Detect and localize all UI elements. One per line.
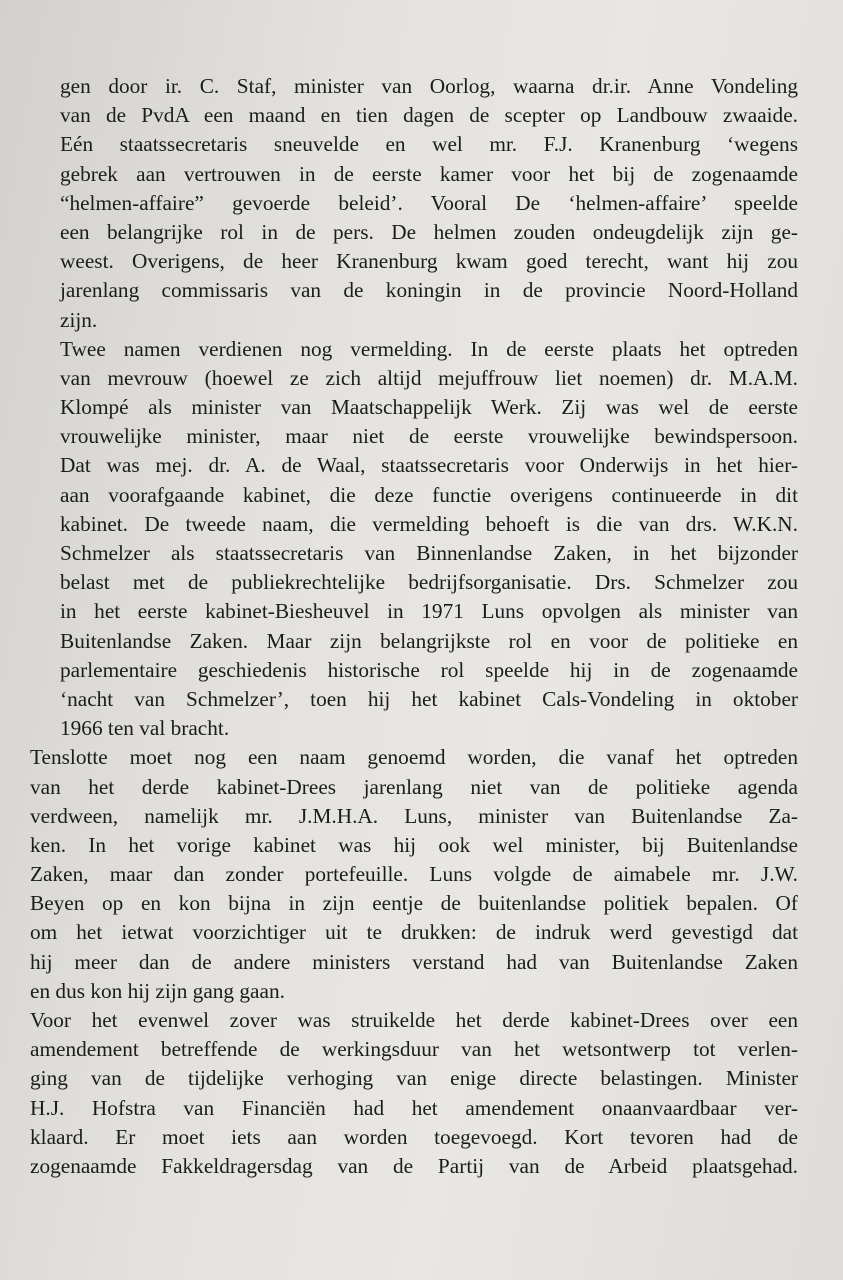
text-line: hij meer dan de andere ministers verstand had van Buitenlandse Zaken — [30, 949, 798, 974]
text-line: vrouwelijke minister, maar niet de eerste vrouwelijke bewindspersoon. — [60, 424, 798, 449]
text-line: parlementaire geschiedenis historische rol speelde hij in de zogenaamde — [60, 657, 798, 682]
text-line: gebrek aan vertrouwen in de eerste kamer voor het bij de zogenaamde — [60, 161, 798, 186]
text-line: aan voorafgaande kabinet, die deze functie overigens continueerde in dit — [60, 482, 798, 507]
text-line: Klompé als minister van Maatschappelijk Werk. Zij was wel de eerste — [60, 395, 798, 420]
text-line: kabinet. De tweede naam, die vermelding behoeft is die van drs. W.K.N. — [60, 511, 798, 536]
text-line: ‘nacht van Schmelzer’, toen hij het kabinet Cals-Vondeling in oktober — [60, 686, 798, 711]
text-line: zogenaamde Fakkeldragersdag van de Partij van de Arbeid plaatsgehad. — [30, 1153, 798, 1178]
text-line: “helmen-affaire” gevoerde beleid’. Vooral De ‘helmen-affaire’ speelde — [60, 190, 798, 215]
text-line: een belangrijke rol in de pers. De helmen zouden ondeugdelijk zijn ge- — [60, 219, 798, 244]
text-line: Schmelzer als staatssecretaris van Binnenlandse Zaken, in het bijzonder — [60, 541, 798, 565]
text-line: Dat was mej. dr. A. de Waal, staatssecretaris voor Onderwijs in het hier- — [60, 453, 798, 478]
text-line: en dus kon hij zijn gang gaan. — [30, 978, 285, 1003]
text-line: Buitenlandse Zaken. Maar zijn belangrijkste rol en voor de politieke en — [60, 628, 798, 653]
text-line: Zaken, maar dan zonder portefeuille. Luns volgde de aimabele mr. J.W. — [30, 862, 798, 887]
text-line: Beyen op en kon bijna in zijn eentje de buitenlandse politiek bepalen. Of — [30, 891, 798, 916]
page-body-text — [30, 72, 798, 1181]
text-line: jarenlang commissaris van de koningin in de provincie Noord-Holland — [60, 278, 798, 303]
text-line: Tenslotte moet nog een naam genoemd worden, die vanaf het optreden — [30, 745, 798, 770]
text-line: zijn. — [60, 307, 98, 332]
text-line: klaard. Er moet iets aan worden toegevoegd. Kort tevoren had de — [30, 1124, 798, 1149]
text-line: ging van de tijdelijke verhoging van enige directe belastingen. Minister — [30, 1066, 798, 1091]
text-line: ken. In het vorige kabinet was hij ook wel minister, bij Buitenlandse — [30, 832, 798, 857]
text-line: van mevrouw (hoewel ze zich altijd mejuffrouw liet noemen) dr. M.A.M. — [60, 365, 798, 390]
text-line: amendement betreffende de werkingsduur van het wetsontwerp tot verlen- — [30, 1037, 798, 1062]
text-line: Voor het evenwel zover was struikelde het derde kabinet-Drees over een — [30, 1008, 798, 1032]
text-line: H.J. Hofstra van Financiën had het amendement onaanvaardbaar ver- — [30, 1095, 798, 1120]
text-line: van de PvdA een maand en tien dagen de scepter op Landbouw zwaaide. — [60, 103, 798, 128]
text-line: weest. Overigens, de heer Kranenburg kwam goed terecht, want hij zou — [60, 249, 798, 274]
text-line: verdween, namelijk mr. J.M.H.A. Luns, minister van Buitenlandse Za- — [30, 803, 798, 828]
text-line: 1966 ten val bracht. — [60, 716, 230, 741]
text-line: belast met de publiekrechtelijke bedrijfsorganisatie. Drs. Schmelzer zou — [60, 570, 798, 595]
text-line: Eén staatssecretaris sneuvelde en wel mr. F.J. Kranenburg ‘wegens — [60, 132, 798, 157]
text-line: om het ietwat voorzichtiger uit te drukken: de indruk werd gevestigd dat — [30, 920, 798, 945]
text-line: gen door ir. C. Staf, minister van Oorlog, waarna dr.ir. Anne Vondeling — [60, 74, 798, 98]
text-line: Twee namen verdienen nog vermelding. In de eerste plaats het optreden — [60, 336, 798, 361]
text-line: van het derde kabinet-Drees jarenlang niet van de politieke agenda — [30, 774, 798, 799]
text-line: in het eerste kabinet-Biesheuvel in 1971 Luns opvolgen als minister van — [60, 599, 798, 624]
